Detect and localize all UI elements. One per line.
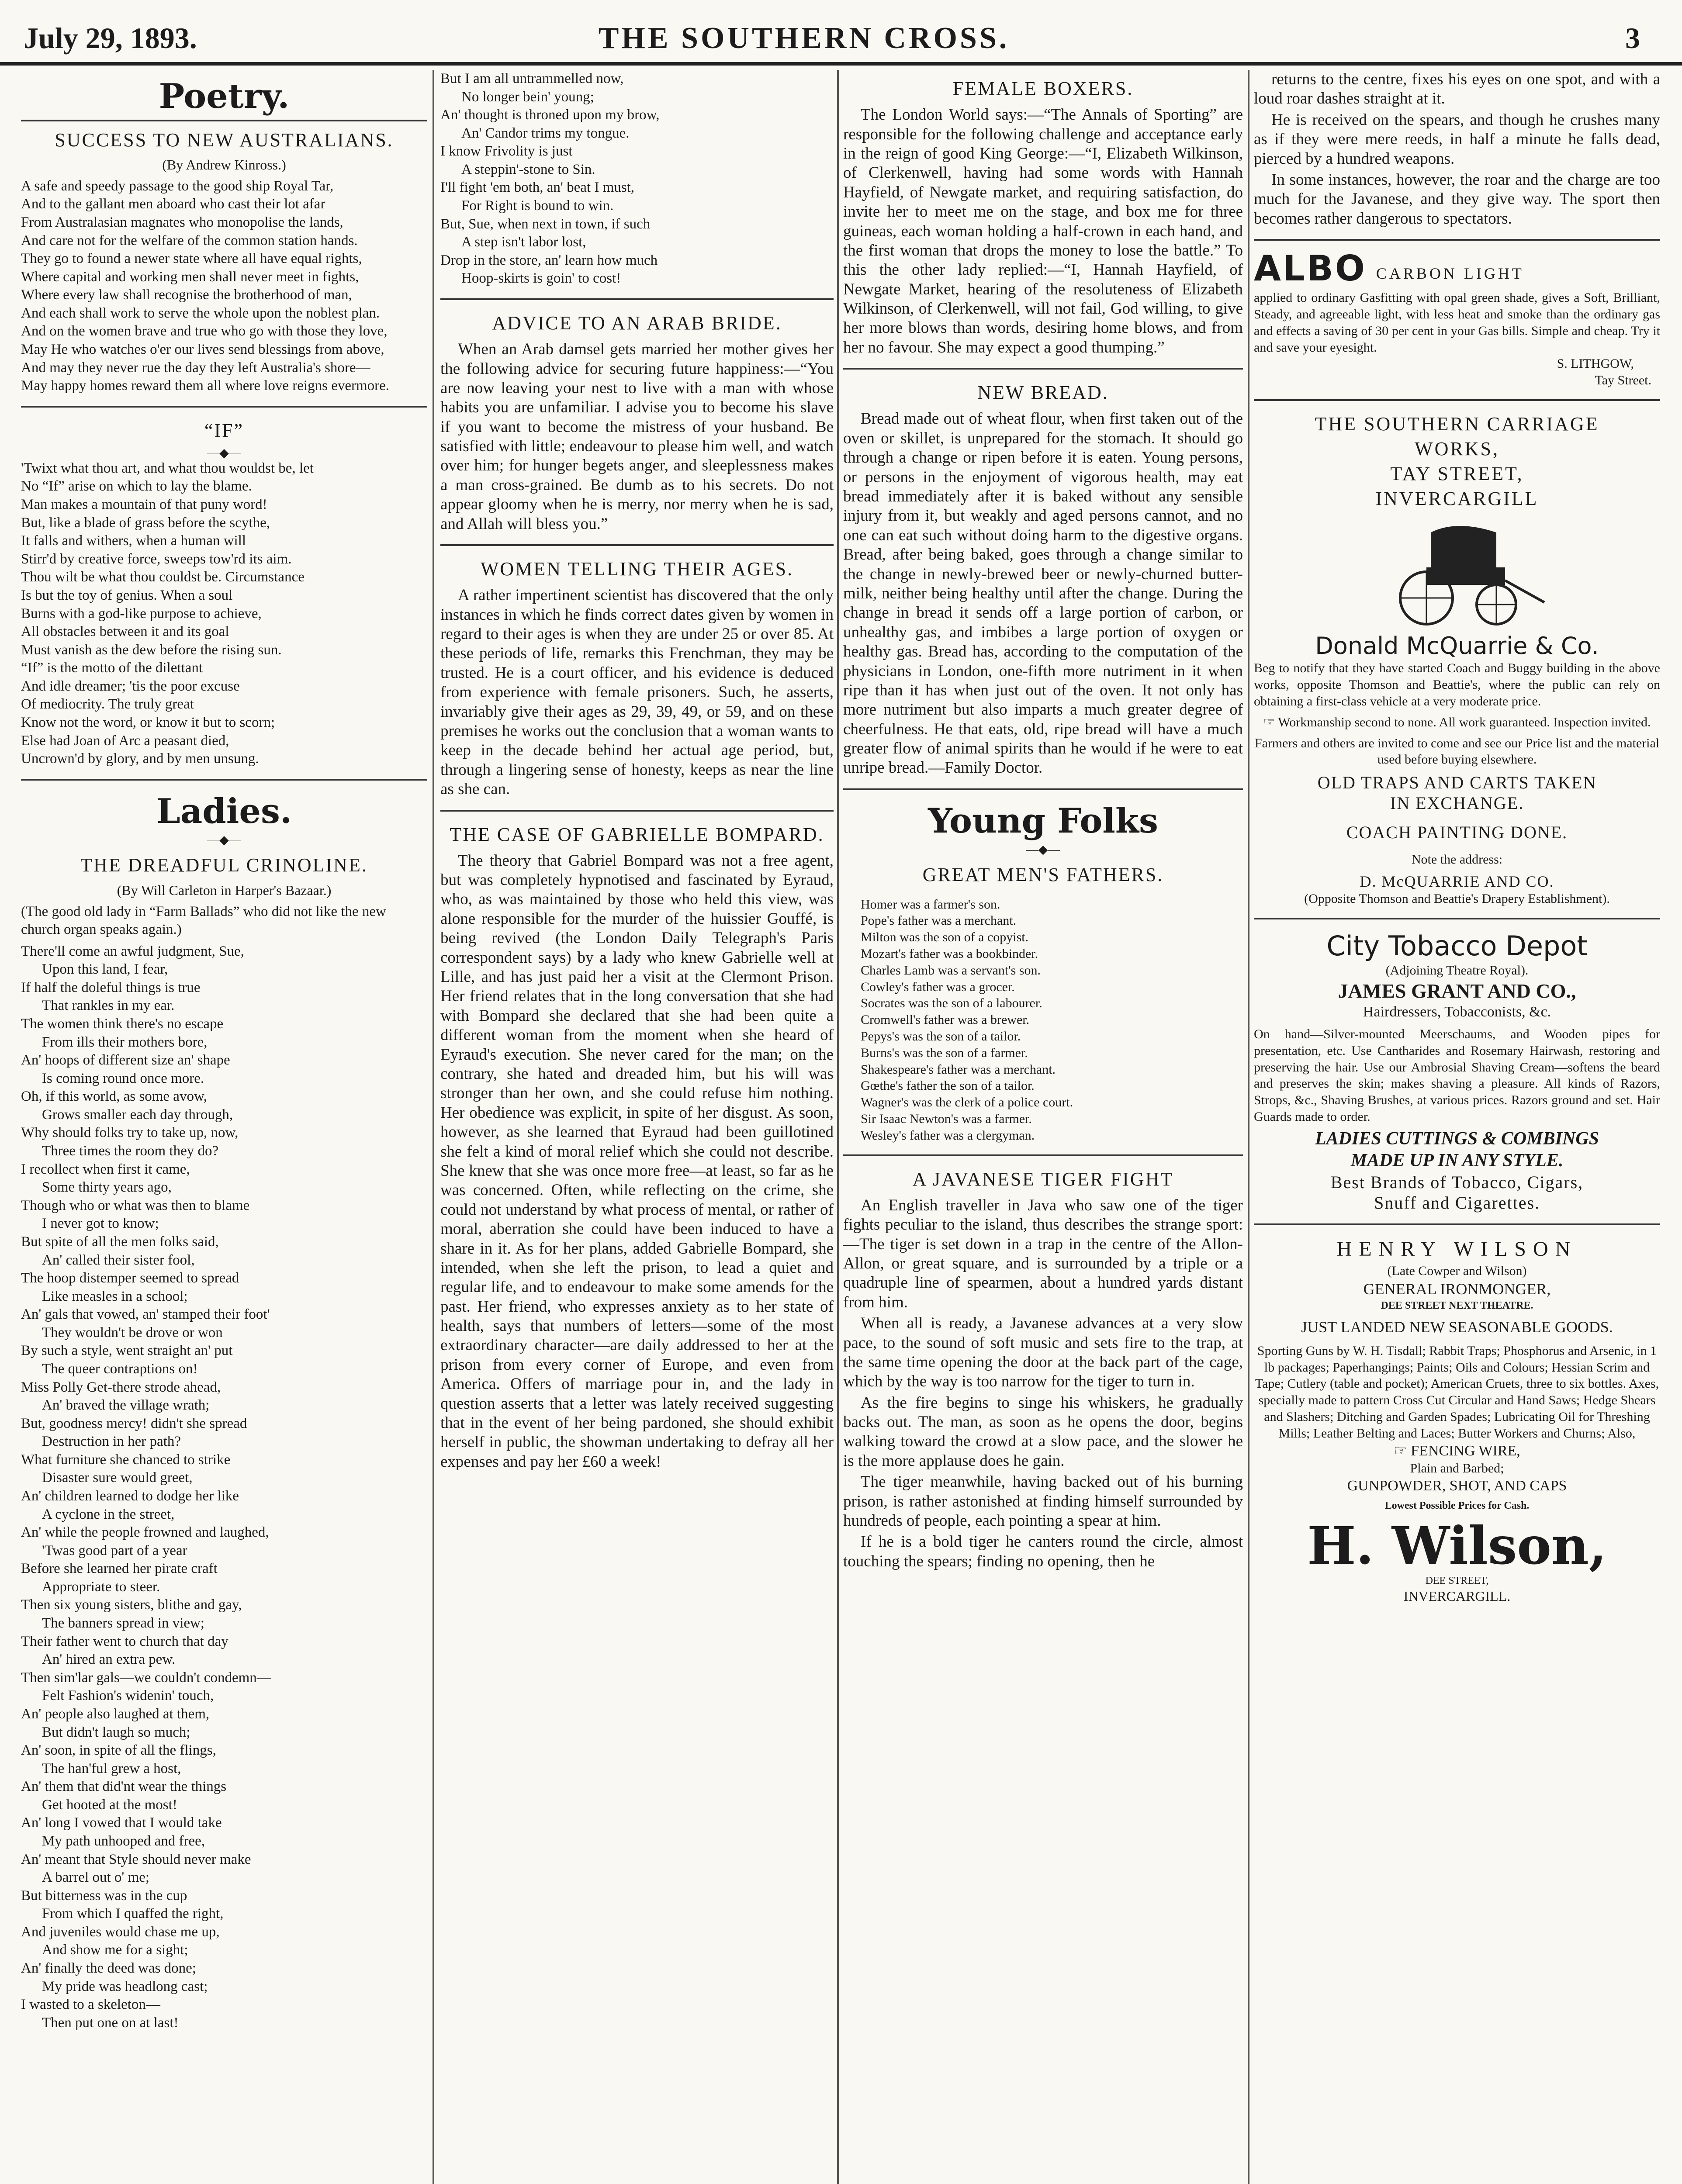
text-line: But, goodness mercy! didn't she spread [21,1415,247,1431]
article-title: “IF” [204,419,244,441]
byline: (By Will Carleton in Harper's Bazaar.) [117,882,332,898]
article-body: The London World says:—“The Annals of Sporting” are responsible for the following challenge and acceptance early in the reign of good King George:—“I, Elizabeth Wilkinson, of Clerkenwell, having had some words with Hannah Hayfield, of Newgate market, and requiring satisfaction, do invite her to meet me on the stage, and box me for three guineas, each woman holding a half-crown in each hand, and the first woman that drops the money to lose the battle.” To this the other lady replied:—“I, Hannah Hayfield, of Newgate Market, hearing of the resoluteness of Elizabeth Wilkinson, of Clerkenwell, will not fail, God willing, to give her more blows than words, desiring home blows, and from her no favour. She may expect a good thumping.” [843,106,1243,356]
text-line: Socrates was the son of a labourer. [861,996,1042,1011]
text-line: I never got to know; [42,1216,159,1232]
wilson-plain: Plain and Barbed; [1410,1461,1504,1476]
wilson-inv: INVERCARGILL. [1403,1588,1511,1604]
text-line: Mozart's father was a bookbinder. [861,947,1038,961]
text-line: 'Twixt what thou art, and what thou wouldst be, let [21,460,314,476]
text-line: Uncrown'd by glory, and by men unsung. [21,751,259,767]
text-line: Then sim'lar gals—we couldn't condemn— [21,1669,271,1686]
text-line: But, like a blade of grass before the scythe, [21,515,270,531]
text-line: An' meant that Style should never make [21,1851,251,1867]
text-line: But, Sue, when next in town, if such [440,216,651,232]
text-line: Burns with a god-like purpose to achieve, [21,605,262,622]
text-line: Charles Lamb was a servant's son. [861,963,1041,978]
column-3 [843,70,1243,2184]
column-rule [837,70,839,2184]
text-line: An' braved the village wrath; [42,1397,210,1413]
ladies-heading: Ladies. [156,791,292,831]
text-line: An' called their sister fool, [42,1252,195,1268]
wilson-trade: GENERAL IRONMONGER, [1363,1280,1551,1298]
text-line: But I am all untrammelled now, [440,71,624,86]
text-line: From which I quaffed the right, [42,1906,224,1922]
text-line: Felt Fashion's widenin' touch, [42,1688,214,1704]
text-line: The women think there's no escape [21,1016,224,1032]
paragraph: He is received on the spears, and though he crushes many as if they were mere reeds, in half a minute he falls dead, pierced by a hundred weapons. [1254,111,1660,168]
text-line: I know Frivolity is just [440,143,573,159]
text-line: Pope's father was a merchant. [861,913,1017,928]
text-line: Must vanish as the dew before the rising sun. [21,642,282,658]
text-line: Then put one on at last! [42,2015,179,2031]
poem-continuation [440,70,834,288]
tobacco-title: City Tobacco Depot [1326,930,1588,962]
text-line: An' soon, in spite of all the flings, [21,1742,216,1759]
text-line: The queer contraptions on! [42,1361,198,1377]
article-title: NEW BREAD. [977,382,1109,404]
text-line: Get hooted at the most! [42,1797,177,1813]
ornament: —◆— [207,833,241,847]
text-line: A safe and speedy passage to the good ship Royal Tar, [21,178,334,194]
text-line: My path unhooped and free, [42,1833,205,1849]
albo-text: applied to ordinary Gasfitting with opal green shade, gives a Soft, Brilliant, Steady, and agreeable light, with less heat and smoke than the ordinary gas and effects a saving of 30 per cent in your Gas bills. Simple and cheap. Try it and save your eyesight. [1254,290,1660,355]
wilson-sub: (Late Cowper and Wilson) [1387,1263,1527,1278]
text-line: From Australasian magnates who monopolise the lands, [21,214,343,230]
masthead [0,0,1682,66]
text-line: An' thought is throned upon my brow, [440,107,660,123]
tobacco-text: On hand—Silver-mounted Meerschaums, and Wooden pipes for presentation, etc. Use Cantharides and Rosemary Hairwash, restoring and preserving the hair. Use our Ambrosial Shaving Cream—softens the beard and preserves the skin; makes shaving a pleasure. All kinds of Razors, Strops, &c., Shaving Brushes, at various prices. Razors ground and set. Hair Guards made to order. [1254,1027,1660,1124]
text-line: I recollect when first it came, [21,1161,190,1177]
divider [21,779,427,781]
text-line: Like measles in a school; [42,1288,188,1304]
text-line: Man makes a mountain of that puny word! [21,497,267,513]
text-line: No longer bein' young; [461,89,594,105]
text-line: If half the doleful things is true [21,979,201,995]
text-line: Cowley's father was a grocer. [861,979,1015,994]
article-title: A JAVANESE TIGER FIGHT [912,1168,1174,1190]
wilson-fence: ☞ FENCING WIRE, [1394,1442,1520,1459]
poem-body [21,460,427,768]
carriage-title: WORKS, [1415,438,1499,460]
tobacco-advert [1254,930,1660,1213]
albo-advert [1254,248,1660,389]
carriage-workmanship: ☞ Workmanship second to none. All work guaranteed. Inspection invited. [1263,715,1651,729]
text-line: Upon this land, I fear, [42,961,168,978]
young-folks-heading: Young Folks [928,801,1158,841]
text-line: All obstacles between it and its goal [21,624,229,640]
text-line: Where every law shall recognise the brotherhood of man, [21,287,352,303]
text-line: From ills their mothers bore, [42,1034,208,1050]
text-line: May He who watches o'er our lives send blessings from above, [21,341,384,357]
article-title: SUCCESS TO NEW AUSTRALIANS. [55,129,394,151]
wilson-text: Sporting Guns by W. H. Tisdall; Rabbit Traps; Phosphorus and Arsenic, in 1 lb packages; Paperhangings; Paints; Oils and Colours; Hessian Scrim and Tape; Cutlery (table and pocket); American Cruets, three to six bottles. Axes, specially made to pattern Cross Cut Circular and Hand Saws; Hedge Shears and Slashers; Ditching and Garden Spades; Lubricating Oil for Threshing Mills; Leather Belting and Laces; Butter Workers and Churns; Also, [1255,1343,1659,1441]
article-title: THE CASE OF GABRIELLE BOMPARD. [450,823,824,845]
text-line: The han'ful grew a host, [42,1760,181,1776]
text-line: What furniture she chanced to strike [21,1451,231,1468]
text-line: Some thirty years ago, [42,1179,172,1196]
text-line: There'll come an awful judgment, Sue, [21,943,244,959]
text-line: Is coming round once more. [42,1070,204,1086]
poetry-heading: Poetry. [159,76,290,116]
carriage-title: THE SOUTHERN CARRIAGE [1315,413,1599,435]
text-line: Though who or what was then to blame [21,1197,250,1213]
text-line: And each shall work to serve the whole upon the noblest plan. [21,305,380,321]
poem-body [21,943,427,2032]
text-line: An' while the people frowned and laughed, [21,1524,269,1541]
divider [843,788,1243,790]
wilson-dee: DEE STREET, [1425,1575,1489,1586]
article-body [440,851,834,1472]
carriage-painting: COACH PAINTING DONE. [1346,822,1568,843]
article-body: When an Arab damsel gets married her mother gives her the following advice for securing future happiness:—“You are now leaving your nest to live with a man with whose habits you are unfamiliar. I advise you to become his slave if you want to become the mistress of your husband. Be satisfied with little; endeavour to please him well, and watch over him; for hunger begets anger, and sleeplessness makes a man cross-grained. Be dumb as to his secrets. Do not appear gloomy when he is merry, nor merry when he is sad, and Allah will bless you.” [440,340,834,533]
wilson-street: DEE STREET NEXT THEATRE. [1381,1300,1533,1312]
newspaper-title: THE SOUTHERN CROSS. [598,21,1010,55]
text-line: Disaster sure would greet, [42,1470,193,1486]
text-line: “If” is the motto of the dilettant [21,660,203,676]
paragraph: The tiger meanwhile, having backed out of his burning prison, is rather astonished at finding himself surrounded by hundreds of people, each pointing a spear at him. [843,1473,1243,1530]
text-line: No “If” arise on which to lay the blame. [21,478,252,494]
text-line: A cyclone in the street, [42,1506,175,1522]
text-line: The banners spread in view; [42,1615,205,1631]
article-title: ADVICE TO AN ARAB BRIDE. [492,312,782,334]
divider [1254,1223,1660,1225]
carriage-address: D. McQUARRIE AND CO. [1360,873,1554,891]
text-line: I'll fight 'em both, an' beat I must, [440,180,635,196]
text-line: And idle dreamer; 'tis the poor excuse [21,678,240,694]
text-line: Appropriate to steer. [42,1579,160,1595]
text-line: An' hired an extra pew. [42,1652,176,1668]
divider [1254,918,1660,919]
text-line: My pride was headlong cast; [42,1978,208,1994]
ornament: —◆— [207,446,241,460]
buggy-icon [1365,515,1549,629]
text-line: An' gals that vowed, an' stamped their foot' [21,1306,270,1323]
text-line: And may they never rue the day they left Australia's shore— [21,359,370,376]
wilson-gun: GUNPOWDER, SHOT, AND CAPS [1347,1478,1567,1494]
text-line: Know not the word, or know it but to scorn; [21,715,275,730]
text-line: 'Twas good part of a year [42,1542,187,1559]
text-line: The hoop distemper seemed to spread [21,1270,239,1286]
wilson-advert [1254,1236,1660,1605]
albo-subtitle: CARBON LIGHT [1376,265,1524,283]
carriage-note: Note the address: [1411,852,1503,867]
wilson-landed: JUST LANDED NEW SEASONABLE GOODS. [1301,1318,1613,1336]
page-number: 3 [1625,21,1640,55]
carriage-farmers: Farmers and others are invited to come and see our Price list and the material used before buying elsewhere. [1254,736,1660,767]
article-title: WOMEN TELLING THEIR AGES. [480,558,794,580]
ornament: —◆— [1026,843,1060,857]
text-line: And juveniles would chase me up, [21,1924,220,1940]
text-line: May happy homes reward them all where love reigns evermore. [21,378,390,394]
text-line: Before she learned her pirate craft [21,1561,218,1577]
article-body: Bread made out of wheat flour, when first taken out of the oven or skillet, is unprepared for the stomach. It should go through a change or ripen before it is eaten. Young persons, or persons in the enjoyment of vigorous health, may eat bread immediately after it is baked without any sensible injury from it, but weakly and aged persons cannot, and no one can eat such without doing harm to the digestive organs. Bread, after being baked, goes through a change similar to the change in newly-brewed beer or newly-churned butter-milk, neither being healthy until after the change. During the change in bread it sends off a large portion of carbon, or unhealthy gas, and imbibes a large portion of oxygen or healthy gas. Bread has, according to the computation of the physicians in London, one-fifth more nutriment in it when ripe than it has when just out of the oven. It not only has more nutriment but also imparts a much greater degree of cheerfulness. He that eats, old, ripe bread will have a much greater flow of animal spirits than he would if he were to eat unripe bread.—Family Doctor. [843,410,1243,777]
divider [440,810,834,812]
tobacco-trade: Hairdressers, Tobacconists, &c. [1363,1004,1551,1020]
article-body: A rather impertinent scientist has discovered that the only instances in which he finds correct dates given by women in regard to their ages is when they are under 25 or over 85. At these periods of life, remarks this Frenchman, they may be trusted. He is a court officer, and his evidence is deduced from experience with female prisoners. Such, he asserts, invariably give their ages as 29, 39, 49, or 59, and on these premises he works out the conclusion that a woman wants to keep in the decade behind her actual age period, but, through a lingering sense of honesty, keeps as near the line as she can. [440,586,834,798]
article-body [843,1196,1243,1571]
paragraph: The theory that Gabriel Bompard was not a free agent, but was completely hypnotised and fascinated by Eyraud, who, as was maintained by those who held this view, was alone responsible for the murder of the huissier Gouffé, is being revived (the London Daily Telegraph's Paris correspondent says) by a lady who knew Gabrielle well at Lille, and has just paid her a visit at the Clermont Prison. Her friend relates that in the long conversation that she had with Bompard she declared that she had been quite a different woman from the moment when she heard of Eyraud's execution. She never cared for the man; on the contrary, she hated and dreaded him, but his will was stronger than her own, and she could refuse him nothing. Her obedience was explicit, in spite of her disgust. As soon, however, as she learned that Eyraud had been guillotined she felt a kind of moral relief which she could not describe. She knew that she was once more free—at least, so far as he was concerned. Often, while reflecting on the crime, she could not understand by what process of mental, or rather of moral, aberration she could have been induced to have a share in it. As for her plans, added Gabrielle Bompard, she intended, when she left the prison, to lead a quiet and regular life, and to endeavour to make some amends for the past. Her friend, who expresses anxiety as to her state of health, says that numbers of letters—some of the most extraordinary character—are daily addressed to her at the prison from every corner of Europe, and even from America. Offers of marriage pour in, and the lady in question asserts that a letter was lately received suggesting that in the event of her being pardoned, she should exhibit herself in public, the showman undertaking to defray all her expenses and pay her £60 a week! [440,851,834,1471]
text-line: Hoop-skirts is goin' to cost! [461,270,621,287]
text-line: Gœthe's father the son of a tailor. [861,1078,1035,1093]
text-line: Then six young sisters, blithe and gay, [21,1597,242,1613]
text-line: And to the gallant men aboard who cast their lot afar [21,196,325,212]
text-line: But didn't laugh so much; [42,1724,190,1740]
carriage-text: Beg to notify that they have started Coach and Buggy building in the above works, opposite Thomson and Beattie's, where the public can rely on obtaining a first-class vehicle at a very moderate price. [1254,661,1660,709]
text-line: For Right is bound to win. [461,198,614,214]
carriage-town: INVERCARGILL [1375,488,1539,510]
text-line: An' hoops of different size an' shape [21,1052,230,1068]
text-line: Drop in the store, an' learn how much [440,252,658,268]
text-line: They wouldn't be drove or won [42,1324,223,1341]
tobacco-brands: Best Brands of Tobacco, Cigars, [1330,1172,1584,1192]
text-line: Cromwell's father was a brewer. [861,1013,1030,1027]
tobacco-firm: JAMES GRANT AND CO., [1338,980,1576,1002]
wilson-lowest: Lowest Possible Prices for Cash. [1384,1500,1530,1511]
divider [440,298,834,300]
divider [440,544,834,546]
text-line: But spite of all the men folks said, [21,1234,219,1250]
text-line: Pepys's was the son of a tailor. [861,1029,1021,1044]
text-line: An' finally the deed was done; [21,1960,196,1977]
column-1 [21,70,427,2184]
article-title: THE DREADFUL CRINOLINE. [80,854,368,876]
text-line: By such a style, went straight an' put [21,1343,233,1359]
article-title: FEMALE BOXERS. [952,78,1134,99]
column-2 [440,70,834,2184]
text-line: Oh, if this world, as some avow, [21,1089,207,1105]
column-rule [1248,70,1249,2184]
paragraph: When all is ready, a Javanese advances at a very slow pace, to the sound of soft music and sets fire to the trap, at the same time opening the door at the back part of the cage, which by the way is too narrow for the tiger to turn in. [843,1314,1243,1391]
albo-sign-street: Tay Street. [1595,373,1651,388]
text-line: Thou wilt be what thou couldst be. Circumstance [21,569,305,585]
text-line: An' people also laughed at them, [21,1706,210,1722]
carriage-address: (Opposite Thomson and Beattie's Drapery Establishment). [1304,892,1610,906]
text-line: An' long I vowed that I would take [21,1815,222,1831]
tobacco-sub: (Adjoining Theatre Royal). [1385,963,1529,978]
carriage-traps: OLD TRAPS AND CARTS TAKEN [1317,773,1597,793]
tobacco-ladies: LADIES CUTTINGS & COMBINGS [1315,1128,1599,1149]
paragraph: returns to the centre, fixes his eyes on one spot, and with a loud roar dashes straight at it. [1254,70,1660,108]
text-line: But bitterness was in the cup [21,1887,187,1904]
issue-date: July 29, 1893. [24,21,197,55]
divider [843,368,1243,370]
text-line: They go to found a newer state where all have equal rights, [21,251,362,267]
byline: (By Andrew Kinross.) [162,156,286,173]
text-line: Homer was a farmer's son. [861,897,1000,912]
divider [21,120,427,121]
text-line: Three times the room they do? [42,1143,219,1159]
text-line: Shakespeare's father was a merchant. [861,1062,1056,1077]
albo-sign: S. LITHGOW, [1557,356,1634,371]
text-line: Stirr'd by creative force, sweeps tow'rd its aim. [21,551,292,567]
paragraph: An English traveller in Java who saw one of the tiger fights peculiar to the island, thus describes the strange sport:—The tiger is set down in a trap in the centre of the Allon-Allon, or great square, and is surrounded by a triple or a quadruple line of spearmen, about a hundred yards distant from him. [843,1196,1243,1311]
paragraph: As the fire begins to singe his whiskers, he gradually backs out. The man, as soon as he opens the door, begins walking toward the crowd at a slow pace, and the slower he is the more applause does he gain. [843,1393,1243,1470]
tobacco-ladies: MADE UP IN ANY STYLE. [1350,1151,1564,1171]
text-line: Where capital and working men shall never meet in fights, [21,269,359,285]
text-line: A barrel out o' me; [42,1870,150,1886]
tobacco-brands: Snuff and Cigarettes. [1374,1192,1540,1213]
text-line: Of mediocrity. The truly great [21,696,194,712]
carriage-traps: IN EXCHANGE. [1390,793,1524,813]
text-line: Destruction in her path? [42,1434,181,1450]
carriage-firm: Donald McQuarrie & Co. [1315,632,1599,660]
text-line: And show me for a sight; [42,1942,188,1958]
divider [843,1154,1243,1156]
column-rule [433,70,434,2184]
divider [21,406,427,408]
paragraph: In some instances, however, the roar and the charge are too much for the Javanese, and they give way. The sport then becomes rather dangerous to spectators. [1254,170,1660,228]
poem-body [21,177,427,395]
text-line: Milton was the son of a copyist. [861,930,1029,945]
text-line: That rankles in my ear. [42,998,175,1014]
text-line: Sir Isaac Newton's was a farmer. [861,1112,1032,1127]
text-line: Wesley's father was a clergyman. [861,1128,1035,1143]
fathers-list [843,896,1243,1144]
carriage-advert [1254,411,1660,907]
text-line: Grows smaller each day through, [42,1106,233,1123]
text-line: A step isn't labor lost, [461,234,586,250]
text-line: Their father went to church that day [21,1633,228,1649]
text-line: Else had Joan of Arc a peasant died, [21,733,229,749]
text-line: Burns's was the son of a farmer. [861,1045,1028,1060]
article-title: GREAT MEN'S FATHERS. [922,864,1164,886]
text-line: I wasted to a skeleton— [21,1997,160,2013]
text-line: Why should folks try to take up, now, [21,1125,239,1141]
text-line: An' children learned to dodge her like [21,1488,239,1504]
column-4 [1254,70,1660,2184]
article-continuation [1254,70,1660,228]
paragraph: If he is a bold tiger he canters round the circle, almost touching the spears; finding no opening, then he [843,1533,1243,1570]
albo-brand: ALBO [1254,248,1367,289]
text-line: It falls and withers, when a human will [21,533,246,549]
text-line: A steppin'-stone to Sin. [461,161,595,177]
text-line: Miss Polly Get-there strode ahead, [21,1379,221,1395]
text-line: An' them that did'nt wear the things [21,1779,227,1795]
text-line: Wagner's was the clerk of a police court. [861,1095,1073,1110]
text-line: Is but the toy of genius. When a soul [21,587,233,603]
text-line: And care not for the welfare of the common station hands. [21,232,358,249]
text-line: And on the women brave and true who go with those they love, [21,323,388,339]
text-line: An' Candor trims my tongue. [461,125,630,141]
divider [1254,239,1660,241]
divider [1254,399,1660,401]
poem-intro: (The good old lady in “Farm Ballads” who did not like the new church organ speaks again.) [21,903,386,938]
wilson-big-name: H. Wilson, [1307,1515,1607,1576]
carriage-street: TAY STREET, [1390,463,1524,485]
wilson-title: HENRY WILSON [1336,1237,1578,1261]
